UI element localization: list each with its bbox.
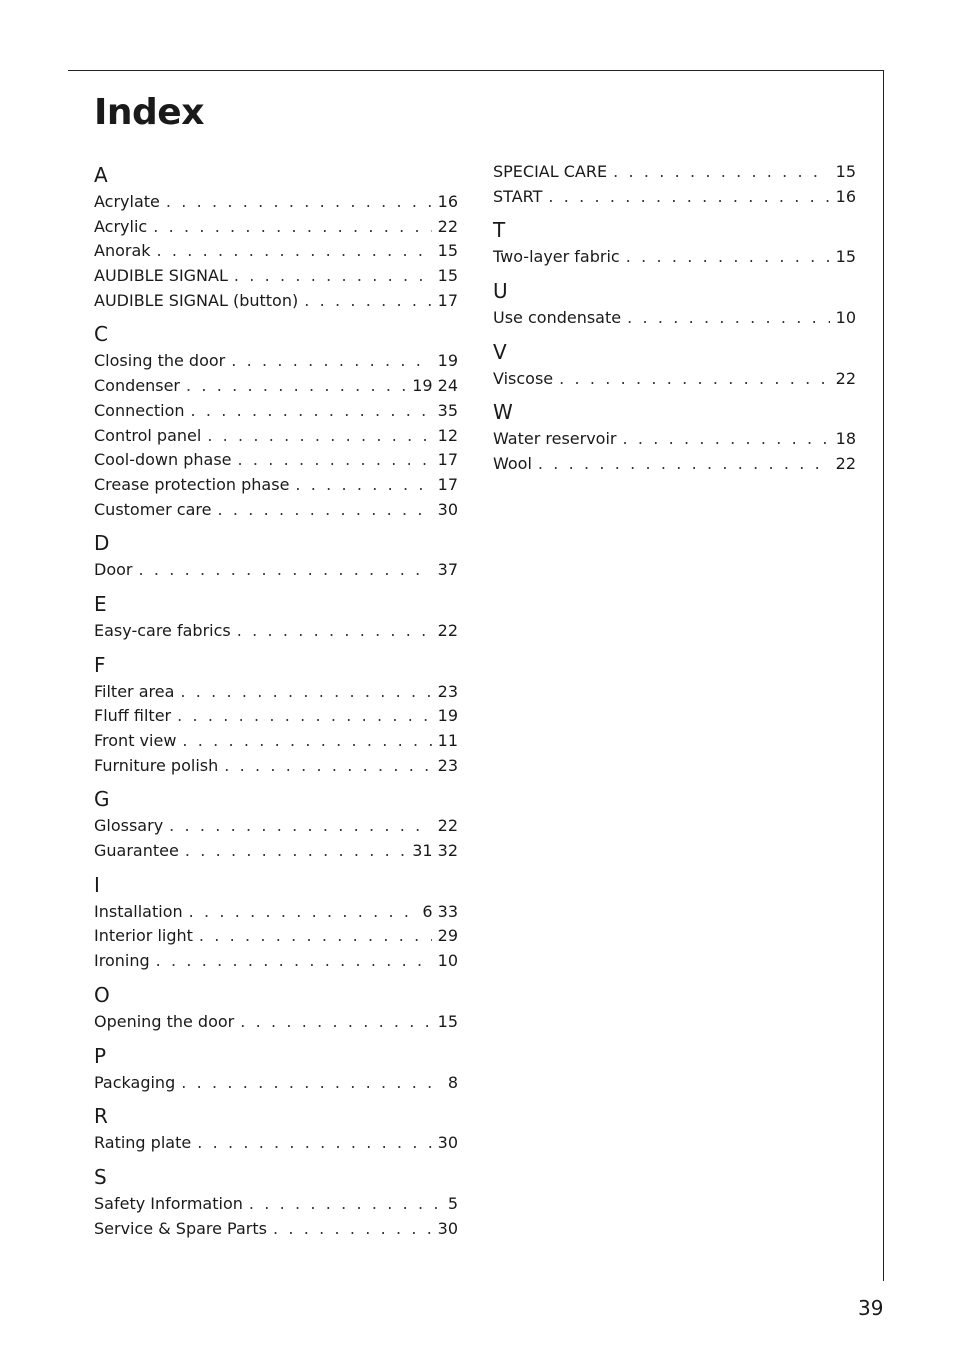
index-letter: D: [94, 531, 110, 556]
dot-leader: [189, 900, 417, 925]
index-entry: [94, 900, 458, 925]
index-term: Furniture polish: [94, 755, 219, 775]
index-entry: [94, 289, 458, 314]
dot-leader: [185, 839, 406, 864]
dot-leader: [169, 814, 431, 839]
index-entry: [94, 190, 458, 215]
index-entry: [94, 349, 458, 374]
index-pages: 15: [835, 247, 856, 267]
dot-leader: [237, 619, 432, 644]
index-pages: 11: [437, 731, 458, 750]
index-term: Safety Information: [94, 1193, 243, 1213]
index-letter: I: [94, 872, 100, 897]
index-column-left: [94, 160, 458, 1247]
index-group: [493, 337, 856, 392]
index-pages: 17: [437, 290, 458, 310]
index-term: Control panel: [94, 425, 202, 445]
index-term: Customer care: [94, 499, 212, 519]
index-entry: [94, 619, 458, 644]
index-term: Interior light: [94, 926, 193, 946]
dot-leader: [182, 729, 431, 754]
index-letter: A: [94, 163, 108, 187]
index-entry: [94, 448, 458, 473]
index-group: [94, 980, 458, 1035]
index-letter: P: [94, 1043, 107, 1068]
dot-leader: [240, 1010, 431, 1035]
dot-leader: [304, 289, 431, 314]
index-group: [94, 650, 458, 779]
index-entry: [94, 949, 458, 974]
index-term: Cool-down phase: [94, 450, 232, 470]
index-term: AUDIBLE SIGNAL: [94, 266, 228, 286]
index-pages: 8: [447, 1072, 458, 1092]
index-term: Door: [94, 560, 133, 580]
dot-leader: [177, 704, 432, 729]
index-term: Service & Spare Parts: [94, 1218, 267, 1238]
index-entry: [94, 1131, 458, 1156]
dot-leader: [559, 367, 830, 392]
index-entry: [94, 498, 458, 523]
index-pages: 17: [437, 474, 458, 494]
index-pages: 6 33: [422, 901, 458, 921]
index-letter: U: [493, 279, 508, 304]
index-entry: [94, 754, 458, 779]
index-pages: 15: [437, 241, 458, 261]
index-entry: [94, 215, 458, 240]
dot-leader: [231, 349, 431, 374]
index-pages: 22: [437, 216, 458, 236]
index-term: SPECIAL CARE: [493, 162, 608, 181]
index-entry: [94, 704, 458, 729]
dot-leader: [156, 949, 432, 974]
index-term: Two-layer fabric: [493, 247, 620, 267]
index-pages: 22: [437, 816, 458, 836]
index-letter: G: [94, 787, 110, 812]
right-rule: [883, 70, 884, 1281]
index-term: Condenser: [94, 376, 180, 396]
index-entry: [94, 558, 458, 583]
index-letter: T: [493, 218, 506, 243]
index-term: Easy-care fabrics: [94, 620, 231, 640]
index-pages: 12: [437, 425, 458, 445]
index-entry: [94, 239, 458, 264]
index-group: [94, 319, 458, 522]
dot-leader: [157, 239, 432, 264]
index-term: AUDIBLE SIGNAL (button): [94, 290, 299, 310]
index-pages: 23: [437, 755, 458, 775]
index-entry: [94, 839, 458, 864]
index-letter: E: [94, 591, 107, 616]
index-group: [94, 160, 458, 313]
index-pages: 37: [437, 560, 458, 580]
index-pages: 30: [437, 1133, 458, 1153]
index-term: Opening the door: [94, 1011, 235, 1031]
dot-leader: [199, 924, 432, 949]
dot-leader: [249, 1192, 442, 1217]
dot-leader: [217, 498, 431, 523]
index-entry: [493, 160, 856, 185]
index-group: [94, 589, 458, 644]
index-term: Ironing: [94, 951, 150, 971]
index-group: [493, 397, 856, 476]
index-pages: 22: [437, 620, 458, 640]
index-pages: 19 24: [412, 376, 458, 396]
index-entry: [493, 306, 856, 331]
dot-leader: [627, 306, 830, 331]
index-pages: 15: [835, 162, 856, 181]
index-term: Front view: [94, 731, 177, 750]
index-letter: R: [94, 1104, 108, 1129]
dot-leader: [234, 264, 432, 289]
index-entry: [493, 452, 856, 477]
index-pages: 22: [835, 454, 856, 474]
index-pages: 22: [835, 368, 856, 388]
index-letter: W: [493, 400, 513, 425]
index-pages: 19: [437, 351, 458, 371]
index-entry: [94, 1192, 458, 1217]
index-term: Viscose: [493, 368, 554, 388]
page-number: 39: [858, 1296, 884, 1320]
index-term: Anorak: [94, 241, 151, 261]
index-pages: 5: [447, 1193, 458, 1213]
index-entry: [94, 399, 458, 424]
index-entry: [94, 924, 458, 949]
index-pages: 31 32: [412, 841, 458, 861]
dot-leader: [295, 473, 431, 498]
index-term: Wool: [493, 454, 532, 474]
dot-leader: [186, 374, 406, 399]
index-group: [493, 160, 856, 209]
index-entry: [94, 814, 458, 839]
index-pages: 29: [437, 926, 458, 946]
index-term: Installation: [94, 901, 183, 921]
index-group: [493, 215, 856, 270]
index-term: Water reservoir: [493, 429, 617, 449]
index-group: [94, 1101, 458, 1156]
index-term: Fluff filter: [94, 706, 172, 726]
index-term: Packaging: [94, 1072, 176, 1092]
index-term: Glossary: [94, 816, 164, 836]
index-pages: 15: [437, 1011, 458, 1031]
dot-leader: [613, 160, 830, 185]
index-group: [94, 528, 458, 583]
index-group: [94, 1162, 458, 1241]
index-group: [94, 870, 458, 974]
index-entry: [493, 185, 856, 210]
top-rule: [68, 70, 884, 71]
index-pages: 15: [437, 266, 458, 286]
index-pages: 10: [835, 308, 856, 328]
index-pages: 16: [835, 186, 856, 206]
index-group: [493, 276, 856, 331]
dot-leader: [273, 1217, 432, 1242]
index-term: Connection: [94, 400, 185, 420]
index-entry: [94, 1071, 458, 1096]
dot-leader: [180, 680, 431, 705]
index-entry: [94, 1217, 458, 1242]
index-entry: [94, 424, 458, 449]
dot-leader: [166, 190, 432, 215]
dot-leader: [224, 754, 431, 779]
index-term: Closing the door: [94, 351, 226, 371]
index-pages: 16: [437, 192, 458, 211]
index-letter: C: [94, 322, 108, 347]
index-pages: 30: [437, 499, 458, 519]
dot-leader: [138, 558, 431, 583]
index-entry: [94, 680, 458, 705]
dot-leader: [548, 185, 829, 210]
index-term: Rating plate: [94, 1133, 192, 1153]
dot-leader: [207, 424, 431, 449]
index-entry: [493, 367, 856, 392]
index-letter: O: [94, 982, 110, 1007]
dot-leader: [623, 427, 830, 452]
dot-leader: [181, 1071, 442, 1096]
index-term: Use condensate: [493, 308, 622, 328]
index-entry: [94, 374, 458, 399]
dot-leader: [191, 399, 432, 424]
dot-leader: [238, 448, 432, 473]
index-letter: F: [94, 652, 106, 677]
index-term: Filter area: [94, 681, 175, 701]
index-term: Acrylic: [94, 216, 148, 236]
index-entry: [94, 1010, 458, 1035]
index-term: Crease protection phase: [94, 474, 290, 494]
index-entry: [493, 427, 856, 452]
index-entry: [94, 729, 458, 754]
index-term: Acrylate: [94, 192, 160, 211]
index-pages: 10: [437, 951, 458, 971]
dot-leader: [197, 1131, 431, 1156]
index-term: START: [493, 186, 543, 206]
index-column-right: [493, 160, 856, 483]
index-entry: [94, 264, 458, 289]
index-group: [94, 1041, 458, 1096]
index-letter: S: [94, 1164, 107, 1189]
index-pages: 23: [437, 681, 458, 701]
index-entry: [94, 473, 458, 498]
dot-leader: [538, 452, 830, 477]
index-letter: V: [493, 339, 507, 364]
index-pages: 19: [437, 706, 458, 726]
index-entry: [493, 245, 856, 270]
dot-leader: [153, 215, 431, 240]
dot-leader: [626, 245, 830, 270]
index-pages: 18: [835, 429, 856, 449]
index-pages: 17: [437, 450, 458, 470]
index-term: Guarantee: [94, 841, 179, 861]
index-pages: 30: [437, 1218, 458, 1238]
index-group: [94, 784, 458, 863]
index-pages: 35: [437, 400, 458, 420]
page-title: Index: [94, 92, 204, 133]
